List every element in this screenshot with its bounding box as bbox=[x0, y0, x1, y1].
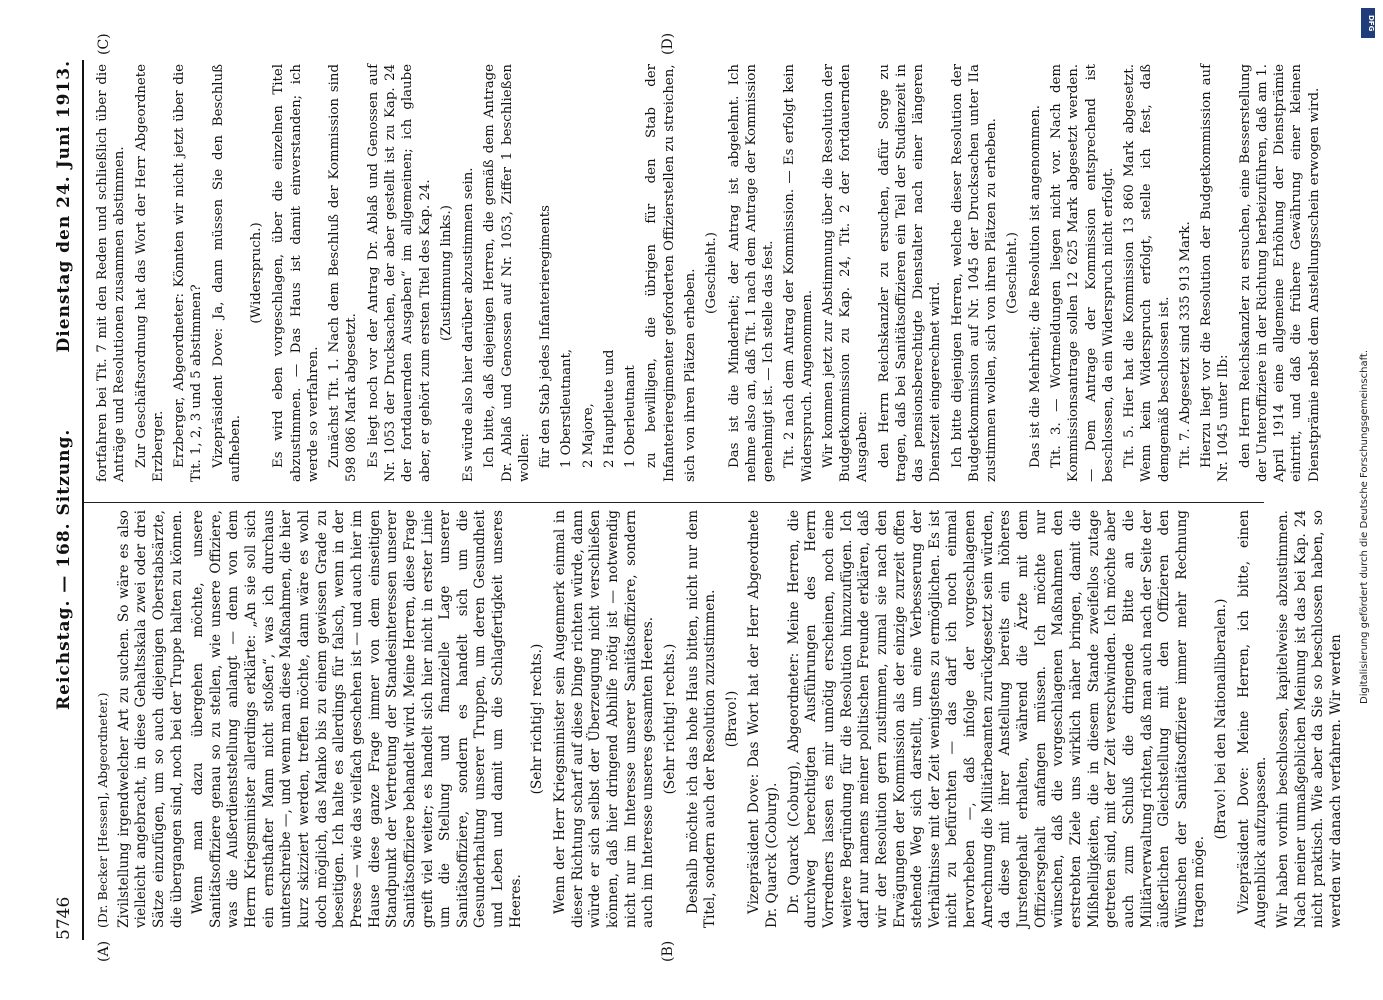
margin-mark-d: (D) bbox=[660, 32, 676, 55]
interjection: (Zustimmung links.) bbox=[438, 205, 454, 341]
paragraph: Tit. 5. Hier hat die Kommission 13 860 Mark abgesetzt. Wenn kein Widerspruch erfolgt, stelle ich fest, daß demgemäß beschlossen ist. bbox=[1122, 64, 1172, 482]
interjection: (Bravo!) bbox=[723, 690, 740, 748]
interjection: (Sehr richtig! rechts.) bbox=[529, 643, 546, 795]
paragraph: Vizepräsident Dove: Meine Herren, ich bitte, einen Augenblick aufzupassen. bbox=[1235, 510, 1270, 928]
paragraph: Wir haben vorhin beschlossen, kapitelweise abzustimmen. Nach meiner unmaßgeblichen Meinung ist das bei Kap. 24 nicht praktisch. Wie aber da Sie so beschlossen haben, so werden wir danach verfahren. Wir werden bbox=[1275, 510, 1344, 928]
session-title: Reichstag. — 168. Sitzung. bbox=[54, 428, 74, 710]
paragraph: Ich bitte diejenigen Herren, welche dieser Resolution der Budgetkommission auf Nr. 1045 der Drucksachen unter IIa zustimmen wollen, sich von ihren Plätzen zu erheben. bbox=[949, 64, 1000, 482]
paragraph: Wir kommen jetzt zur Abstimmung über die Resolution der Budgetkommission zu Kap. 24, Tit. 2 der fortdauernden Ausgaben: bbox=[820, 64, 871, 482]
page-number: 5746 bbox=[54, 896, 74, 940]
dfg-logo: DFG bbox=[1361, 8, 1375, 38]
page-header bbox=[52, 60, 78, 940]
digitization-credit: Digitalisierung gefördert durch die Deutsche Forschungsgemeinschaft. bbox=[1359, 349, 1370, 704]
paragraph: Es liegt noch vor der Antrag Dr. Ablaß und Genossen auf Nr. 1053 der Drucksachen, der aber gestellt ist zu Kap. 24 der fortdauernden Ausgaben“ im allgemeinen; ich glaube aber, er gehört zum ersten Titel des Kap. 24. bbox=[365, 64, 433, 482]
header-rule bbox=[82, 60, 84, 940]
interjection: (Bravo! bei den Nationalliberalen.) bbox=[1213, 598, 1230, 840]
paragraph: Wenn der Herr Kriegsminister sein Augenmerk einmal in dieser Richtung scharf auf diese Dinge richten würde, dann würde er sich selbst der Überzeugung nicht verschließen können, daß hier dringend Abhilfe nötig ist — notwendig nicht nur im Interesse unserer Sanitätsoffiziere, sondern auch im Interesse unseres gesamten Heeres. bbox=[552, 510, 657, 928]
interjection: (Sehr richtig! rechts.) bbox=[661, 643, 678, 795]
paragraph: Es wird eben vorgeschlagen, über die einzelnen Titel abzustimmen. — Das Haus ist damit einverstanden; ich werde so verfahren. bbox=[271, 64, 321, 482]
list-item: 1 Oberstleutnant, bbox=[559, 348, 575, 468]
paragraph: sich von ihren Plätzen erheben. bbox=[682, 268, 698, 482]
paragraph: für den Stab jedes Infanterieregiments bbox=[538, 205, 554, 468]
paragraph: Tit. 2 nach dem Antrag der Kommission. — Es erfolgt kein Widerspruch. Angenommen. bbox=[782, 64, 815, 482]
paragraph: Tit. 7. Abgesetzt sind 335 913 Mark. bbox=[1177, 221, 1193, 468]
paragraph: Es würde also hier darüber abzustimmen sein. bbox=[461, 167, 477, 482]
interjection: (Widerspruch.) bbox=[249, 222, 265, 324]
paragraph: Erzberger, Abgeordneter: Könnten wir nicht jetzt über die Tit. 1, 2, 3 und 5 abstimmen? bbox=[172, 64, 205, 482]
paragraph: zu bewilligen, die übrigen für den Stab der Infanterieregimenter geforderten Offizierstellen zu streichen, bbox=[644, 64, 677, 482]
paragraph: den Herrn Reichskanzler zu ersuchen, eine Besserstellung der Unteroffiziere in der Richtung herbeizuführen, daß am 1. April 1914 eine allgemeine Erhöhung der Dienstprämie eintritt, und daß die frühere Gewährung einer kleinen Dienstprämie nebst dem Anstellungsschein erwogen wird. bbox=[1237, 64, 1322, 482]
paragraph: Vizepräsident Dove: Ja, dann müssen Sie den Beschluß aufheben. bbox=[210, 64, 243, 482]
margin-mark-a: (A) bbox=[96, 940, 112, 962]
paragraph: Vizepräsident Dove: Das Wort hat der Herr Abgeordnete Dr. Quarck (Coburg). bbox=[746, 510, 781, 928]
column-divider bbox=[84, 502, 1264, 503]
list-item: 2 Majore, bbox=[580, 403, 596, 468]
paragraph: fortfahren bei Tit. 7 mit den Reden und schließlich über die Anträge und Resolutionen zusammen abstimmen. bbox=[95, 64, 128, 482]
right-text-column bbox=[94, 64, 1327, 482]
margin-mark-c: (C) bbox=[96, 33, 112, 55]
paragraph: Das ist die Mehrheit; die Resolution ist angenommen. bbox=[1027, 104, 1043, 468]
list-item: 1 Oberleutnant bbox=[623, 365, 639, 468]
paragraph: Zivilstellung irgendwelcher Art zu suchen. So wäre es also vielleicht angebracht, in diese Gehaltsskala zwei oder drei Sätze einzufügen, um so auch diejenigen Oberstabsärzte, die übergangen sind, noch bei der Truppe halten zu können. bbox=[115, 509, 185, 928]
paragraph: Das ist die Minderheit; der Antrag ist abgelehnt. Ich nehme also an, daß Tit. 1 nach dem Antrage der Kommission genehmigt ist. — Ich stelle das fest. bbox=[726, 64, 777, 482]
paragraph: Zur Geschäftsordnung hat das Wort der Herr Abgeordnete Erzberger. bbox=[133, 64, 166, 482]
left-text-column bbox=[94, 510, 1350, 928]
paragraph: Wenn man dazu übergehen möchte, unsere Sanitätsoffiziere genau so zu stellen, wie unsere Offiziere, was die Außerdienststellung anlangt — denn von dem Herrn Kriegsminister allerdings erklärte: „An sie soll sich ein ernsthafter Mann nicht stoßen“, was ich durchaus unterschreibe —, und wenn man diese Maßnahmen, die hier kurz skizziert werden, treffen möchte, dann wäre es wohl doch möglich, das Manko bis zu einem gewissen Grade zu beseitigen. Ich halte es allerdings für falsch, wenn in der Presse — wie das vielfach geschehen ist — und auch hier im Hause diese ganze Frage immer von dem einseitigen Standpunkt der Vertretung der Standesinteressen unserer Sanitätsoffiziere behandelt wird. Meine Herren, diese Frage greift viel weiter; es handelt sich hier nicht in erster Linie um die Stellung und finanzielle Lage unserer Sanitätsoffiziere, sondern es handelt sich um die Gesunderhaltung unserer Truppen, um deren Gesundheit und Leben und damit um die Schlagfertigkeit unseres Heeres. bbox=[190, 510, 524, 928]
margin-mark-b: (B) bbox=[660, 940, 676, 962]
interjection: (Geschieht.) bbox=[704, 232, 720, 314]
interjection: (Geschieht.) bbox=[1005, 232, 1021, 314]
paragraph: Tit. 3. — Wortmeldungen liegen nicht vor. Nach dem Kommissionsantrage sollen 12 625 Mark abgesetzt werden. — Dem Antrage der Kommission entsprechend ist beschlossen, da ein Widerspruch nicht erfolgt. bbox=[1049, 64, 1116, 482]
paragraph: (Dr. Becker [Hessen], Abgeordneter.) bbox=[95, 692, 110, 928]
paragraph: Zunächst Tit. 1. Nach dem Beschluß der Kommission sind 598 086 Mark abgesetzt. bbox=[327, 64, 360, 482]
paragraph: den Herrn Reichskanzler zu ersuchen, dafür Sorge zu tragen, daß bei Sanitätsoffizieren ein Teil der Studienzeit in das pensionsberechtigte Dienstalter nach einer längeren Dienstzeit eingerechnet wird. bbox=[876, 64, 944, 482]
paragraph: Dr. Quarck (Coburg), Abgeordneter: Meine Herren, die durchweg berechtigten Ausführungen des Herrn Vorredners lassen es mir unnötig erscheinen, noch eine weitere Begründung für die Resolution hinzuzufügen. Ich darf nur namens meiner politischen Freunde erklären, daß wir der Resolution gern zustimmen, zumal sie nach den Erwägungen der Kommission als der einzige zurzeit offen stehende Weg sich darstellt, um eine Verbesserung der Verhältnisse mit der Zeit wenigstens zu ermöglichen. Es ist nicht zu befürchten — das darf ich noch einmal hervorheben —, daß infolge der vorgeschlagenen Anrechnung die Militärbeamten zurückgesetzt sein würden, da diese mit ihrer Anstellung bereits ein höheres Jurstengehalt erhalten, während die Ärzte mit dem Offiziersgehalt anfangen müssen. Ich möchte nur wünschen, daß die vorgeschlagenen Maßnahmen den erstrebten Ziele uns wirklich näher bringen, damit die Mißhelligkeiten, die in diesem Stande zweifellos zutage getreten sind, mit der Zeit verschwinden. Ich möchte aber auch zum Schluß die dringende Bitte an die Militärverwaltung richten, daß man auch nach der Seite der äußerlichen Gleichstellung mit den Offizieren den Wünschen der Sanitätsoffiziere immer mehr Rechnung tragen möge. bbox=[785, 510, 1208, 928]
list-item: 2 Hauptleute und bbox=[601, 349, 617, 468]
paragraph: Hierzu liegt vor die Resolution der Budgetkommission auf Nr. 1045 unter IIb: bbox=[1199, 64, 1232, 482]
paragraph: Deshalb möchte ich das hohe Haus bitten, nicht nur dem Titel, sondern auch der Resolution zuzustimmen. bbox=[684, 510, 719, 928]
paragraph: Ich bitte, daß diejenigen Herren, die gemäß dem Antrage Dr. Ablaß und Genossen auf Nr. 1053, Ziffer 1 beschließen wollen: bbox=[482, 64, 532, 482]
session-date: Dienstag den 24. Juni 1913. bbox=[54, 60, 74, 353]
